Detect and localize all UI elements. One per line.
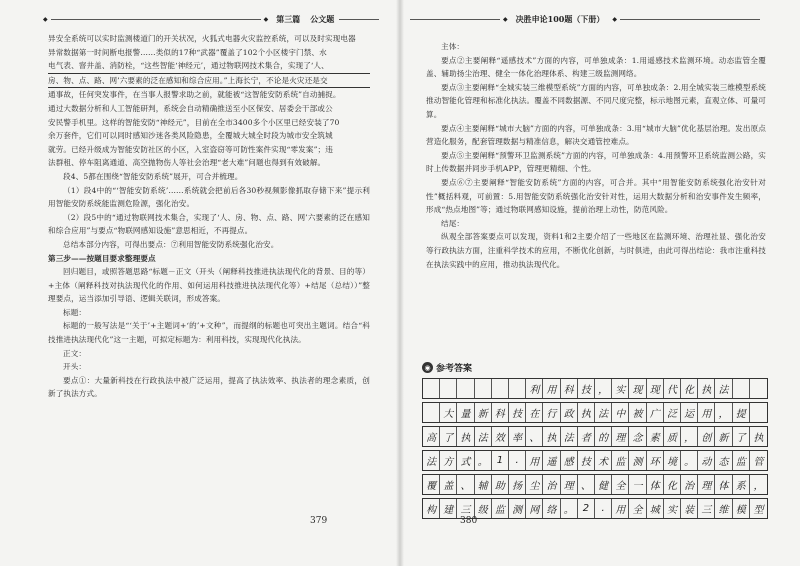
essay-grid-cell: 泛 xyxy=(664,403,681,422)
essay-grid-cell: 高 xyxy=(423,427,440,446)
essay-grid-cell: 境 xyxy=(664,451,681,470)
essay-grid-cell: 盖 xyxy=(440,475,457,494)
essay-grid-cell: ， xyxy=(681,427,698,446)
essay-grid-cell: 质 xyxy=(664,427,681,446)
paragraph: 纵观全部答案要点可以发现，资料1和2主要介绍了一些地区在监测环境、治理社显、强化治安等行政执法方面，注重科学技术的应用，不断优化创新，与时俱进，由此可得出结论：我市注重科技在执法实践中的应用，推动执法现代化。 xyxy=(426,232,766,269)
left-running-header xyxy=(40,12,390,26)
essay-grid-cell: 运 xyxy=(681,403,698,422)
essay-grid-cell: 、 xyxy=(578,475,595,494)
essay-grid-cell: 、 xyxy=(526,427,543,446)
label-main: 主体： xyxy=(441,42,465,51)
diamond-ornament-icon: ◆ xyxy=(263,15,269,23)
essay-grid-cell: 建 xyxy=(440,499,457,518)
left-page-body xyxy=(48,32,370,401)
essay-grid-cell: 健 xyxy=(595,475,612,494)
essay-grid-cell: 级 xyxy=(475,499,492,518)
essay-grid-row xyxy=(422,426,768,447)
text-line: 法群租、停车阻离通道、高空抛物伤人等社会治理“老大难”问题也得到有效破解。 xyxy=(48,158,326,168)
right-page xyxy=(400,0,800,566)
header-rule xyxy=(51,19,261,20)
essay-grid-cell: 法 xyxy=(595,403,612,422)
essay-grid-cell: 装 xyxy=(681,499,698,518)
essay-grid-cell: 现 xyxy=(629,379,646,398)
essay-grid-cell: 助 xyxy=(492,475,509,494)
essay-grid-cell: 技 xyxy=(509,403,526,422)
essay-grid-cell: 系 xyxy=(733,475,750,494)
paragraph: （2）段5中的“通过物联网技术集合，实现了‘人、房、物、点、路、网’六要素的泛在感知和综合应用”与要点“物联网感知设施”意思相近，不再提点。 xyxy=(48,212,370,236)
essay-grid-cell: 体 xyxy=(715,475,732,494)
paragraph: 标题的一般写法是“‘关于’+主题词+‘的’+文种”，而提纲的标题也可突出主题词。结合“科技推进执法现代化”这一主题，可拟定标题为：利用科技，实现现代化执法。 xyxy=(48,321,370,345)
essay-grid-cell: 监 xyxy=(612,451,629,470)
essay-grid-cell xyxy=(440,379,457,398)
label-body: 正文： xyxy=(63,348,87,358)
essay-grid-cell: 者 xyxy=(578,427,595,446)
essay-grid-cell: 执 xyxy=(578,403,595,422)
essay-grid-cell: 型 xyxy=(753,505,764,516)
essay-grid-cell xyxy=(492,379,509,398)
text-line: 通事故，任何突发事件，在当事人报警求助之前，就能被“这智能安防系统”自动捕捉。 xyxy=(48,90,341,100)
label-opening: 开头： xyxy=(63,362,87,372)
essay-grid-cell: 执 xyxy=(543,427,560,446)
essay-grid-cell: . xyxy=(595,499,612,518)
paragraph: 要点①：大量新科技在行政执法中被广泛运用，提高了执法效率、执法者的理念素质，创新了执法方式。 xyxy=(48,375,370,399)
paragraph: 段4、5都在围绕“智能安防系统”展开，可合并梳理。 xyxy=(63,171,243,181)
essay-grid-cell: 法 xyxy=(423,451,440,470)
essay-grid-cell: 执 xyxy=(698,379,715,398)
essay-grid-cell: 政 xyxy=(561,403,578,422)
essay-grid-cell: 理 xyxy=(698,475,715,494)
essay-grid-cell: 络 xyxy=(543,499,560,518)
label-ending: 结尾： xyxy=(441,218,465,228)
text-line: 异安全系统可以实时监测楼道门的开关状况，火狐式电器火灾监控系统，可以及时实现电器 xyxy=(48,34,356,43)
text-line: 电气表、窨井盖、消防栓，“这些智能‘神经元’，通过物联网技术集合，实现了‘人、 xyxy=(48,59,370,74)
essay-grid-row xyxy=(422,378,768,399)
essay-grid-cell: 科 xyxy=(561,379,578,398)
essay-grid-cell: 量 xyxy=(457,403,474,422)
essay-grid-cell xyxy=(750,403,767,422)
essay-grid-cell: 中 xyxy=(612,403,629,422)
essay-grid-cell: 全 xyxy=(612,475,629,494)
essay-grid-cell: 模 xyxy=(733,499,750,518)
essay-grid-cell: 环 xyxy=(647,451,664,470)
paragraph: 要点⑤主要阐释“预警环卫监测系统”方面的内容，可单独成条：4.用预警环卫系统监测公路，实时上传数据并同步手机APP，管理更精细、个性。 xyxy=(426,150,766,174)
essay-grid-cell: 了 xyxy=(440,427,457,446)
text-line: 通过大数据分析和人工智能研判，系统会自动精确推送至小区保安、居委会干部或公 xyxy=(48,103,333,113)
paragraph: 要点⑥⑦主要阐释“智能安防系统”方面的内容，可合并。其中“用智能安防系统强化治安针对性”概括料观，可前置：5.用智能安防系统强化治安针对性，运用大数据分析和治安事件发生频率，形成“热点地图”等；通过物联网感知设施，提前治理上动性，防范风险。 xyxy=(426,177,766,215)
header-title: 公文题 xyxy=(310,13,335,24)
paragraph: 要点③主要阐释“全城实装三维模型系统”方面的内容，可单独成条：2.用全城实装三维模型系统推动智能化管理和标准化执法。覆盖不同数据源、不同尺度完整，标示地图元素，直观立体、可量可算。 xyxy=(426,82,766,119)
essay-grid-row xyxy=(422,402,768,423)
right-page-body xyxy=(426,40,766,271)
essay-grid-cell: 提 xyxy=(733,403,750,422)
text-line: 房、物、点、路、网’六要素的泛在感知和综合应用。”上海长宁，不论是火灾还是交 xyxy=(48,74,370,89)
essay-grid-cell: 全 xyxy=(629,499,646,518)
essay-grid xyxy=(422,378,768,522)
essay-grid-cell: 构 xyxy=(423,499,440,518)
essay-grid-cell: 执 xyxy=(753,433,764,444)
essay-grid-cell: 三 xyxy=(457,499,474,518)
essay-grid-row xyxy=(422,450,768,471)
essay-grid-cell: 法 xyxy=(475,427,492,446)
essay-grid-cell: 大 xyxy=(440,403,457,422)
essay-grid-cell: 一 xyxy=(629,475,646,494)
section-heading: 第三步——按题目要求整理要点 xyxy=(48,253,156,263)
answer-badge-icon: ◉ xyxy=(422,362,433,373)
essay-grid-cell: 法 xyxy=(561,427,578,446)
header-rule xyxy=(410,19,500,20)
essay-grid-cell: 念 xyxy=(629,427,646,446)
page-number: 380 xyxy=(460,516,478,526)
page-number: 379 xyxy=(310,516,328,526)
essay-grid-cell xyxy=(475,379,492,398)
essay-grid-cell: 被 xyxy=(629,403,646,422)
essay-grid-cell: ， xyxy=(715,403,732,422)
essay-grid-cell: 态 xyxy=(715,451,732,470)
essay-grid-cell: 。 xyxy=(561,499,578,518)
essay-grid-cell: 广 xyxy=(647,403,664,422)
essay-grid-cell: 率 xyxy=(509,427,526,446)
essay-grid-cell xyxy=(733,379,750,398)
essay-grid-cell: 。 xyxy=(681,451,698,470)
header-section: 第三篇 xyxy=(276,13,301,24)
essay-grid-cell: 化 xyxy=(664,475,681,494)
essay-grid-cell: 监 xyxy=(733,451,750,470)
essay-grid-cell xyxy=(457,379,474,398)
diamond-ornament-icon: ◆ xyxy=(43,15,48,23)
essay-grid-cell: 用 xyxy=(526,451,543,470)
essay-grid-cell xyxy=(423,403,440,422)
essay-grid-cell: 辅 xyxy=(475,475,492,494)
essay-grid-cell: 新 xyxy=(715,427,732,446)
essay-grid-cell: 治 xyxy=(543,475,560,494)
essay-grid-cell: 体 xyxy=(647,475,664,494)
essay-grid-cell: 动 xyxy=(698,451,715,470)
answer-heading xyxy=(422,361,472,374)
label-title: 标题： xyxy=(63,307,87,317)
essay-grid-cell: 式 xyxy=(457,451,474,470)
essay-grid-cell xyxy=(750,379,767,398)
essay-grid-cell: 。 xyxy=(475,451,492,470)
essay-grid-cell: 的 xyxy=(595,427,612,446)
text-line: 就劳。已经升级成为智能安防社区的小区，入室盗窃等可防性案件实现“零发案”；违 xyxy=(48,144,333,154)
essay-grid-cell: 尘 xyxy=(526,475,543,494)
text-line: 安民警手机里。这样的智能安防“神经元”，目前在全市3400多个小区里已经安装了70 xyxy=(48,117,340,127)
right-running-header xyxy=(410,12,770,26)
essay-grid-cell: 效 xyxy=(492,427,509,446)
essay-grid-cell: 术 xyxy=(595,451,612,470)
answer-heading-text: 参考答案 xyxy=(436,364,473,374)
header-book-title: 决胜申论100题（下册） xyxy=(515,13,605,24)
essay-grid-cell: 利 xyxy=(526,379,543,398)
essay-grid-cell: 素 xyxy=(647,427,664,446)
essay-grid-cell xyxy=(423,379,440,398)
essay-grid-cell: 扬 xyxy=(509,475,526,494)
text-line: 异常数据第一时间断电报警……类似的17种“武器”覆盖了102个小区楼宇门禁、水 xyxy=(48,47,327,57)
essay-grid-cell: 用 xyxy=(612,499,629,518)
essay-grid-cell: 科 xyxy=(492,403,509,422)
essay-grid-cell: 覆 xyxy=(423,475,440,494)
essay-grid-cell: 用 xyxy=(698,403,715,422)
essay-grid-cell: 三 xyxy=(698,499,715,518)
essay-grid-cell: 创 xyxy=(698,427,715,446)
essay-grid-cell: 维 xyxy=(715,499,732,518)
essay-grid-cell: 技 xyxy=(578,379,595,398)
essay-grid-cell: 管 xyxy=(753,457,764,468)
essay-grid-cell: 在 xyxy=(526,403,543,422)
essay-grid-cell: 方 xyxy=(440,451,457,470)
paragraph: 总结本部分内容，可得出要点：⑦利用智能安防系统强化治安。 xyxy=(63,239,279,249)
essay-grid-cell: 1 xyxy=(492,451,509,470)
essay-grid-cell: 了 xyxy=(733,427,750,446)
essay-grid-cell: 行 xyxy=(543,403,560,422)
essay-grid-cell: 技 xyxy=(578,451,595,470)
essay-grid-cell: 2 xyxy=(578,499,595,518)
diamond-ornament-icon: ◆ xyxy=(503,15,508,23)
essay-grid-cell: 理 xyxy=(612,427,629,446)
essay-grid-cell: ， xyxy=(595,379,612,398)
essay-grid-cell: 新 xyxy=(475,403,492,422)
essay-grid-cell: 法 xyxy=(715,379,732,398)
essay-grid-cell: 用 xyxy=(543,379,560,398)
paragraph: 回归题目，或照答题思路“标题－正文（开头（阐释科技推进执法现代化的背景、目的等）+主体（阐释科技对执法现代化的作用、如何运用科技推进执法现代化等）+结尾（总结））”整理要点，运当添加引导语、逻辑关联词，形成答案。 xyxy=(48,267,370,304)
essay-grid-cell: 城 xyxy=(647,499,664,518)
paragraph: 要点④主要阐释“城市大脑”方面的内容，可单独成条：3.用“城市大脑”优化基层治理。发出原点营造化服务，配套管理数据与精准信息，解决交通管控难点。 xyxy=(426,123,766,147)
essay-grid-cell xyxy=(509,379,526,398)
essay-grid-cell: 治 xyxy=(681,475,698,494)
essay-grid-cell: 遥 xyxy=(543,451,560,470)
essay-grid-cell: 实 xyxy=(612,379,629,398)
header-rule xyxy=(620,19,760,20)
essay-grid-cell: 执 xyxy=(457,427,474,446)
paragraph: 要点②主要阐释“遥感技术”方面的内容，可单独成条：1.用遥感技术监测环境。动态监管全覆盖、辅助扬尘治理、健全一体化治理体系、构建三级监测网络。 xyxy=(426,55,766,79)
essay-grid-cell: 测 xyxy=(629,451,646,470)
essay-grid-cell: 代 xyxy=(664,379,681,398)
essay-grid-cell: ， xyxy=(753,481,764,492)
essay-grid-cell: 化 xyxy=(681,379,698,398)
essay-grid-cell: 监 xyxy=(492,499,509,518)
diamond-ornament-icon: ◆ xyxy=(612,15,617,23)
text-line: 余万套件，它们可以同时感知沙迷各类风险隐患，全覆城大城全时段为城市安全筑城 xyxy=(48,131,333,141)
essay-grid-cell: 感 xyxy=(561,451,578,470)
essay-grid-cell: 网 xyxy=(526,499,543,518)
essay-grid-cell: . xyxy=(509,451,526,470)
essay-grid-cell: 现 xyxy=(647,379,664,398)
paragraph: （1）段4中的“‘智能安防系统’……系统就会把前后各30秒视频影像抓取存储下来”提示利用智能安防系统能监测危险源，强化治安。 xyxy=(48,185,370,209)
essay-grid-cell: 理 xyxy=(561,475,578,494)
header-rule xyxy=(339,19,379,20)
essay-grid-row xyxy=(422,474,768,495)
essay-grid-cell: 实 xyxy=(664,499,681,518)
essay-grid-cell: 测 xyxy=(509,499,526,518)
essay-grid-cell: 、 xyxy=(457,475,474,494)
